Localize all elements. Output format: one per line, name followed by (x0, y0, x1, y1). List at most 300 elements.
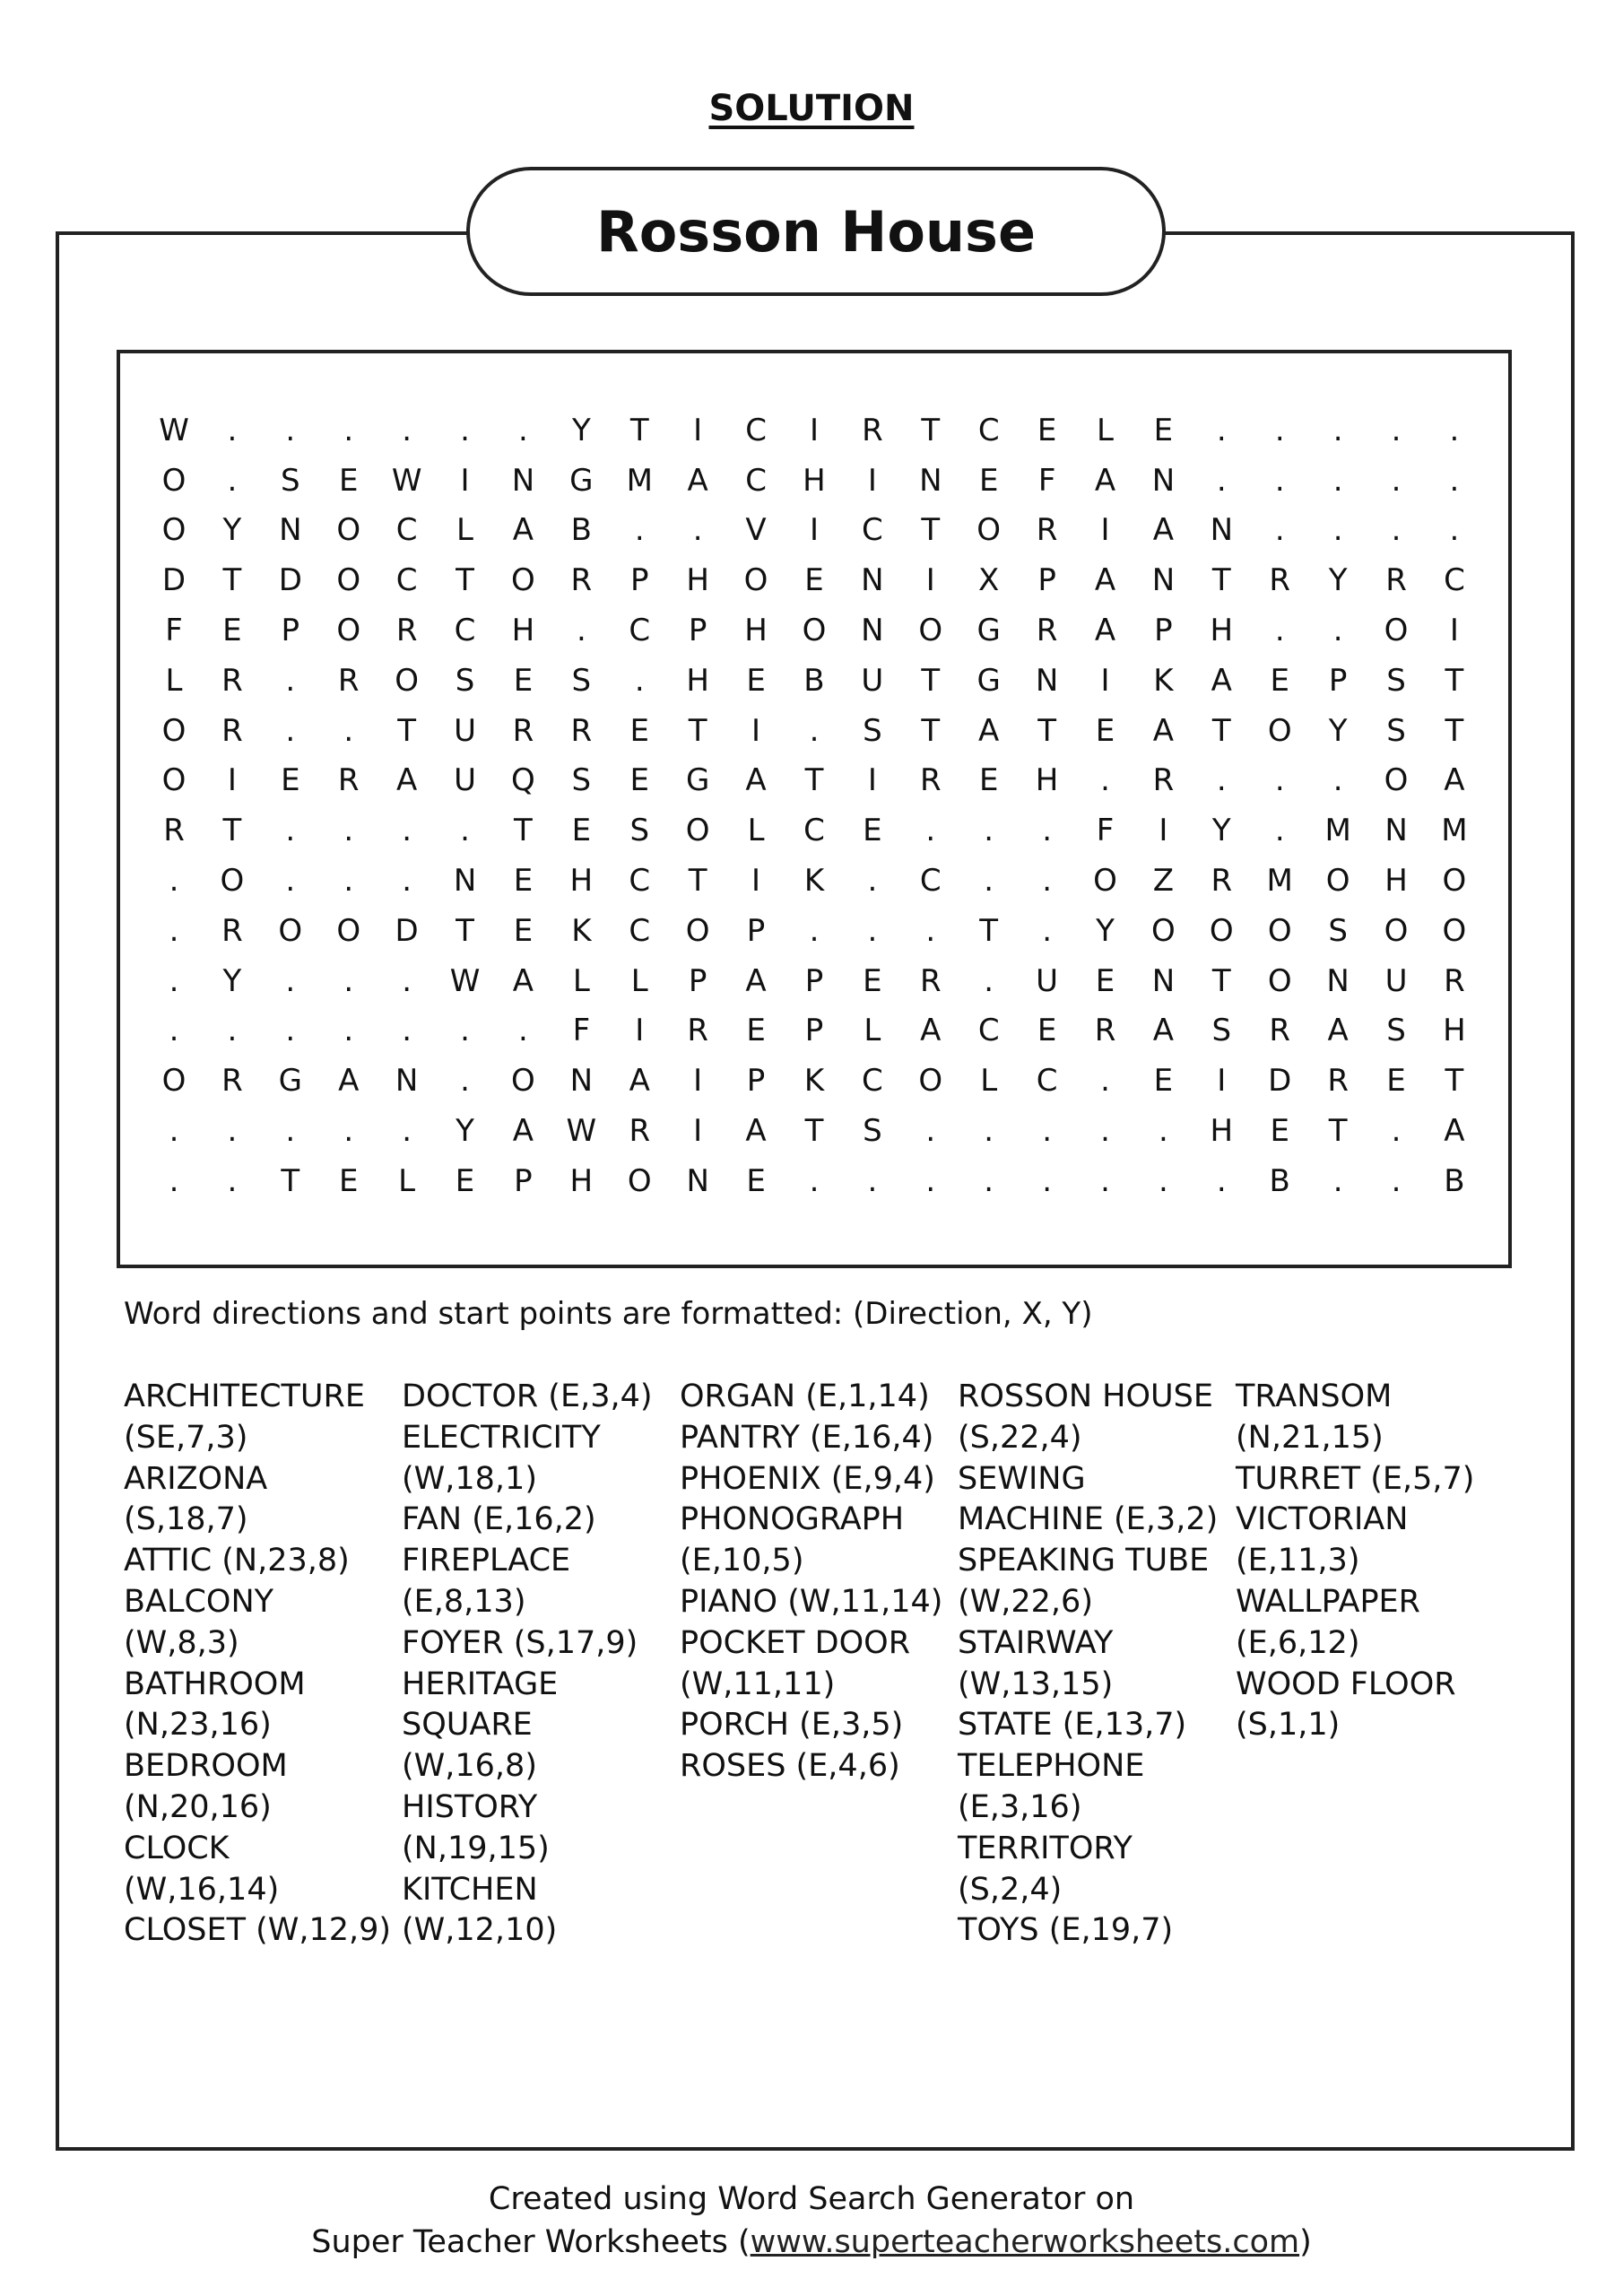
grid-cell: C (803, 813, 825, 849)
grid-cell: O (511, 562, 535, 599)
grid-cell: . (984, 1162, 994, 1199)
grid-cell: . (984, 863, 994, 900)
grid-cell: . (1391, 1113, 1402, 1150)
grid-cell: T (456, 912, 474, 949)
grid-cell: N (1151, 462, 1176, 499)
grid-cell: . (634, 512, 645, 549)
grid-cell: B (1269, 1162, 1290, 1199)
grid-cell: . (169, 1162, 179, 1199)
word-list (124, 1377, 1514, 1952)
grid-cell: E (1037, 412, 1057, 448)
word-entry: CLOSET (W,12,9) (124, 1912, 392, 1949)
grid-cell: O (1384, 762, 1409, 799)
grid-cell: R (221, 912, 243, 949)
footer-suffix: ) (1299, 2224, 1312, 2260)
grid-cell: R (1327, 1063, 1349, 1100)
grid-cell: R (221, 662, 243, 699)
word-entry: (N,23,16) (124, 1707, 272, 1744)
grid-cell: . (1391, 412, 1402, 448)
grid-cell: P (1328, 662, 1348, 699)
grid-cell: R (512, 712, 534, 749)
grid-cell: P (746, 912, 766, 949)
grid-cell: I (751, 712, 761, 749)
grid-cell: I (1449, 613, 1459, 649)
grid-cell: T (688, 712, 707, 749)
grid-cell: O (1384, 912, 1409, 949)
grid-cell: H (1443, 1013, 1466, 1049)
grid-cell: G (976, 613, 1001, 649)
grid-cell: W (159, 412, 189, 448)
grid-cell: . (692, 512, 703, 549)
grid-cell: C (977, 1013, 1000, 1049)
grid-cell: P (1154, 613, 1173, 649)
grid-cell: A (1327, 1013, 1349, 1049)
grid-cell: L (165, 662, 183, 699)
word-entry: (W,12,10) (402, 1912, 558, 1949)
grid-cell: A (978, 712, 1000, 749)
grid-cell: . (925, 813, 936, 849)
grid-cell: O (336, 613, 361, 649)
grid-cell: G (976, 662, 1001, 699)
grid-row (156, 805, 1472, 856)
grid-cell: G (569, 462, 594, 499)
grid-cell: G (685, 762, 710, 799)
grid-cell: R (1152, 762, 1175, 799)
grid-cell: T (222, 813, 242, 849)
grid-cell: O (1267, 712, 1292, 749)
word-column (124, 1377, 402, 1952)
grid-cell: E (1095, 712, 1115, 749)
word-entry: TRANSOM (1236, 1378, 1393, 1414)
word-entry: VICTORIAN (1236, 1501, 1409, 1538)
grid-cell: E (571, 813, 592, 849)
grid-cell: . (285, 712, 296, 749)
grid-cell: T (281, 1162, 300, 1199)
word-entry: (W,13,15) (958, 1665, 1114, 1702)
word-entry: ARIZONA (124, 1460, 268, 1497)
grid-cell: I (867, 762, 877, 799)
grid-cell: T (1445, 712, 1464, 749)
word-entry: ROSES (E,4,6) (680, 1748, 900, 1785)
grid-cell: N (861, 613, 884, 649)
word-entry: (N,20,16) (124, 1788, 272, 1825)
grid-cell: O (161, 462, 187, 499)
word-entry: TOYS (E,19,7) (958, 1912, 1174, 1949)
grid-cell: E (863, 813, 882, 849)
grid-row (156, 1106, 1472, 1156)
grid-cell: U (1384, 962, 1408, 999)
grid-cell: E (1095, 962, 1115, 999)
grid-cell: S (629, 813, 650, 849)
grid-cell: A (629, 1063, 650, 1100)
grid-cell: I (925, 562, 935, 599)
grid-cell: C (395, 512, 418, 549)
grid-cell: O (161, 762, 187, 799)
grid-cell: T (629, 412, 649, 448)
word-entry: MACHINE (E,3,2) (958, 1501, 1219, 1538)
grid-cell: . (867, 1162, 878, 1199)
grid-cell: R (687, 1013, 708, 1049)
grid-cell: A (745, 962, 767, 999)
grid-cell: I (1100, 662, 1110, 699)
grid-cell: L (456, 512, 473, 549)
word-entry: ROSSON HOUSE (958, 1378, 1213, 1414)
word-entry: KITCHEN (402, 1871, 538, 1908)
word-entry: (S,22,4) (958, 1419, 1082, 1456)
grid-cell: R (337, 662, 360, 699)
word-entry: ARCHITECTURE (124, 1378, 365, 1414)
footer-link[interactable]: www.superteacherworksheets.com (750, 2224, 1300, 2260)
grid-cell: A (395, 762, 418, 799)
grid-cell: . (1391, 1162, 1402, 1199)
grid-cell: X (978, 562, 1000, 599)
grid-cell: O (685, 813, 710, 849)
grid-row (156, 756, 1472, 806)
grid-cell: . (343, 962, 354, 999)
grid-cell: E (629, 712, 649, 749)
grid-cell: . (925, 912, 936, 949)
grid-cell: . (809, 712, 820, 749)
grid-cell: . (1274, 762, 1285, 799)
grid-cell: B (803, 662, 825, 699)
grid-cell: H (569, 1162, 594, 1199)
grid-cell: . (1449, 412, 1460, 448)
grid-cell: R (570, 712, 593, 749)
grid-cell: O (395, 662, 419, 699)
grid-cell: O (1442, 912, 1467, 949)
grid-cell: O (685, 912, 710, 949)
word-entry: SQUARE (402, 1707, 533, 1744)
grid-cell: W (449, 962, 481, 999)
grid-cell: . (285, 962, 296, 999)
grid-cell: F (1037, 462, 1056, 499)
grid-cell: O (627, 1162, 652, 1199)
grid-cell: O (743, 562, 768, 599)
grid-cell: O (1209, 912, 1234, 949)
grid-cell: O (220, 863, 245, 900)
grid-cell: R (862, 412, 883, 448)
grid-cell: N (1210, 512, 1234, 549)
grid-cell: A (512, 1113, 534, 1150)
grid-cell: Y (1211, 813, 1231, 849)
grid-cell: P (688, 613, 707, 649)
word-entry: HISTORY (402, 1788, 538, 1825)
grid-cell: S (571, 662, 592, 699)
grid-cell: U (1036, 962, 1059, 999)
grid-cell: T (222, 562, 242, 599)
grid-cell: A (1152, 1013, 1175, 1049)
word-entry: SPEAKING TUBE (958, 1543, 1210, 1579)
grid-cell: N (453, 863, 477, 900)
grid-cell: L (1097, 412, 1114, 448)
grid-cell: K (571, 912, 592, 949)
grid-cell: . (634, 662, 645, 699)
grid-cell: . (285, 1013, 296, 1049)
grid-cell: . (809, 912, 820, 949)
worksheet-title (466, 167, 1166, 296)
grid-cell: . (343, 712, 354, 749)
grid-cell: S (455, 662, 475, 699)
footer-line-2 (0, 2221, 1623, 2264)
grid-cell: N (919, 462, 942, 499)
grid-cell: O (1267, 962, 1292, 999)
grid-cell: . (1216, 762, 1227, 799)
grid-cell: E (513, 863, 534, 900)
word-entry: (E,10,5) (680, 1543, 804, 1579)
grid-cell: I (867, 462, 877, 499)
grid-cell: E (338, 1162, 359, 1199)
grid-cell: . (460, 1063, 470, 1100)
word-entry: TELEPHONE (958, 1748, 1145, 1785)
grid-cell: C (862, 1063, 883, 1100)
grid-cell: S (863, 1113, 882, 1150)
grid-cell: . (1042, 1162, 1052, 1199)
grid-cell: C (629, 912, 651, 949)
grid-cell: P (746, 1063, 766, 1100)
grid-cell: M (626, 462, 653, 499)
grid-cell: I (635, 1013, 645, 1049)
grid-cell: A (920, 1013, 942, 1049)
grid-cell: Y (222, 962, 242, 999)
grid-cell: M (1266, 863, 1293, 900)
grid-cell: Q (511, 762, 535, 799)
grid-cell: R (629, 1113, 651, 1150)
grid-cell: T (804, 762, 824, 799)
grid-cell: A (512, 962, 534, 999)
grid-cell: . (1274, 462, 1285, 499)
grid-cell: . (984, 1113, 994, 1150)
grid-cell: . (402, 962, 412, 999)
grid-cell: C (454, 613, 476, 649)
grid-cell: U (454, 712, 476, 749)
grid-cell: . (1332, 462, 1343, 499)
grid-cell: . (285, 1113, 296, 1150)
word-entry: ELECTRICITY (402, 1419, 601, 1456)
grid-cell: E (1037, 1013, 1057, 1049)
grid-cell: T (921, 412, 941, 448)
grid-cell: I (809, 412, 819, 448)
grid-cell: O (511, 1063, 535, 1100)
grid-cell: C (629, 613, 651, 649)
word-entry: (E,11,3) (1236, 1543, 1360, 1579)
grid-cell: P (804, 1013, 824, 1049)
word-entry: WALLPAPER (1236, 1583, 1420, 1620)
grid-cell: . (1042, 863, 1052, 900)
grid-cell: E (281, 762, 300, 799)
grid-cell: E (629, 762, 649, 799)
grid-cell: H (511, 613, 535, 649)
grid-cell: . (1332, 1162, 1343, 1199)
grid-cell: T (1037, 712, 1056, 749)
word-entry: (W,22,6) (958, 1583, 1093, 1620)
grid-cell: . (1332, 613, 1343, 649)
word-entry: (S,2,4) (958, 1871, 1063, 1908)
grid-cell: . (1274, 813, 1285, 849)
word-entry: (W,16,14) (124, 1871, 280, 1908)
grid-cell: . (1100, 762, 1110, 799)
word-entry: PANTRY (E,16,4) (680, 1419, 934, 1456)
grid-cell: . (984, 813, 994, 849)
grid-cell: A (338, 1063, 360, 1100)
word-entry: BEDROOM (124, 1748, 288, 1785)
grid-cell: S (571, 762, 592, 799)
grid-cell: D (161, 562, 187, 599)
grid-cell: T (921, 712, 941, 749)
grid-cell: P (688, 962, 707, 999)
word-entry: (SE,7,3) (124, 1419, 248, 1456)
grid-cell: . (809, 1162, 820, 1199)
grid-cell: . (1449, 462, 1460, 499)
grid-cell: . (343, 1013, 354, 1049)
grid-cell: . (1216, 412, 1227, 448)
grid-cell: . (1100, 1113, 1110, 1150)
grid-cell: L (398, 1162, 416, 1199)
grid-row (156, 706, 1472, 756)
grid-cell: T (1211, 962, 1231, 999)
grid-cell: Y (1096, 912, 1115, 949)
word-entry: BATHROOM (124, 1665, 306, 1702)
grid-cell: O (336, 562, 361, 599)
footer (0, 2178, 1623, 2264)
grid-cell: H (1210, 613, 1234, 649)
grid-row (156, 605, 1472, 656)
grid-cell: I (1159, 813, 1168, 849)
grid-row (156, 405, 1472, 456)
word-column (680, 1377, 958, 1952)
grid-cell: C (1444, 562, 1465, 599)
grid-cell: A (1444, 762, 1465, 799)
grid-cell: O (802, 613, 827, 649)
word-entry: PHOENIX (E,9,4) (680, 1460, 935, 1497)
word-entry: (N,21,15) (1236, 1419, 1384, 1456)
word-entry: STATE (E,13,7) (958, 1707, 1187, 1744)
grid-cell: . (460, 1013, 470, 1049)
word-entry: HERITAGE (402, 1665, 559, 1702)
grid-cell: . (343, 813, 354, 849)
grid-cell: O (976, 512, 1002, 549)
grid-cell: . (1100, 1162, 1110, 1199)
instructions-note: Word directions and start points are formatted: (Direction, X, Y) (124, 1296, 1093, 1332)
grid-cell: T (979, 912, 999, 949)
grid-cell: E (978, 462, 999, 499)
grid-cell: . (1100, 1063, 1110, 1100)
grid-cell: . (227, 462, 238, 499)
grid-cell: . (285, 412, 296, 448)
grid-cell: F (1096, 813, 1115, 849)
grid-cell: E (1153, 1063, 1174, 1100)
grid-cell: E (1386, 1063, 1406, 1100)
grid-cell: O (161, 712, 187, 749)
grid-cell: O (336, 512, 361, 549)
grid-cell: K (803, 1063, 825, 1100)
grid-cell: H (1035, 762, 1059, 799)
grid-cell: I (1217, 1063, 1227, 1100)
grid-cell: O (1442, 863, 1467, 900)
grid-cell: I (227, 762, 237, 799)
grid-cell: T (688, 863, 707, 900)
grid-cell: P (514, 1162, 533, 1199)
word-entry: PORCH (E,3,5) (680, 1707, 904, 1744)
grid-cell: N (1035, 662, 1059, 699)
grid-cell: I (693, 412, 703, 448)
grid-cell: H (686, 562, 709, 599)
grid-cell: S (1211, 1013, 1232, 1049)
grid-row (156, 1056, 1472, 1106)
footer-prefix: Super Teacher Worksheets ( (311, 2224, 751, 2260)
grid-cell: W (391, 462, 422, 499)
grid-cell: . (1159, 1113, 1168, 1150)
word-entry: PIANO (W,11,14) (680, 1583, 943, 1620)
grid-cell: R (163, 813, 185, 849)
grid-cell: H (803, 462, 826, 499)
grid-cell: N (279, 512, 302, 549)
grid-cell: . (1391, 512, 1402, 549)
grid-cell: M (1324, 813, 1351, 849)
grid-cell: O (918, 1063, 943, 1100)
grid-cell: . (867, 863, 878, 900)
grid-cell: H (744, 613, 768, 649)
grid-cell: . (227, 1113, 238, 1150)
grid-cell: R (1036, 613, 1058, 649)
grid-cell: . (1042, 912, 1052, 949)
grid-cell: E (978, 762, 999, 799)
grid-cell: L (747, 813, 765, 849)
grid-cell: R (337, 762, 360, 799)
grid-cell: . (402, 412, 412, 448)
grid-cell: A (1444, 1113, 1465, 1150)
grid-cell: B (1444, 1162, 1465, 1199)
grid-cell: N (1151, 962, 1176, 999)
word-entry: (E,3,16) (958, 1788, 1082, 1825)
grid-cell: . (402, 1113, 412, 1150)
grid-cell: A (1152, 512, 1175, 549)
grid-cell: A (512, 512, 534, 549)
grid-cell: . (1159, 1162, 1168, 1199)
grid-cell: A (745, 1113, 767, 1150)
grid-cell: . (169, 863, 179, 900)
grid-cell: A (1152, 712, 1175, 749)
grid-cell: O (336, 912, 361, 949)
solution-heading: SOLUTION (708, 88, 915, 129)
grid-row (156, 906, 1472, 956)
grid-cell: N (395, 1063, 419, 1100)
grid-cell: C (745, 412, 767, 448)
grid-cell: . (402, 863, 412, 900)
grid-cell: T (1328, 1113, 1348, 1150)
grid-cell: . (460, 412, 470, 448)
word-entry: (N,19,15) (402, 1830, 550, 1866)
grid-cell: A (1094, 462, 1116, 499)
grid-cell: I (460, 462, 470, 499)
grid-cell: . (1274, 412, 1285, 448)
grid-cell: O (161, 1063, 187, 1100)
grid-cell: . (1042, 813, 1052, 849)
grid-cell: A (1211, 662, 1232, 699)
grid-cell: N (569, 1063, 594, 1100)
grid-cell: L (572, 962, 590, 999)
word-entry: (S,18,7) (124, 1501, 248, 1538)
word-entry: POCKET DOOR (680, 1624, 911, 1661)
grid-cell: O (1384, 613, 1409, 649)
grid-cell: R (1385, 562, 1407, 599)
word-entry: (E,8,13) (402, 1583, 526, 1620)
grid-cell: Y (571, 412, 591, 448)
grid-cell: E (746, 662, 766, 699)
grid-cell: Y (222, 512, 242, 549)
grid-cell: E (746, 1162, 766, 1199)
grid-cell: O (1325, 863, 1350, 900)
grid-cell: E (863, 962, 882, 999)
